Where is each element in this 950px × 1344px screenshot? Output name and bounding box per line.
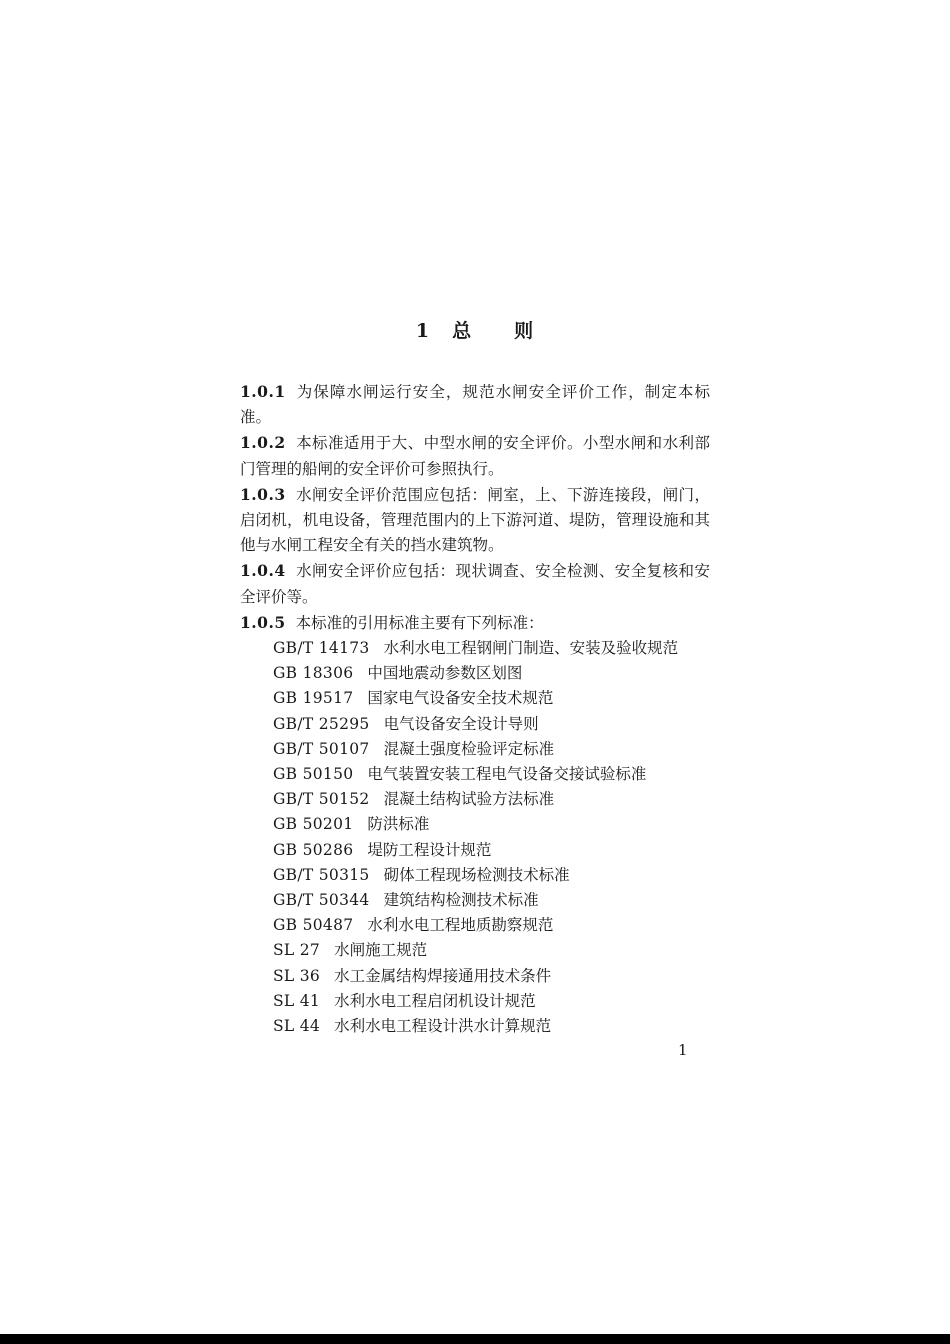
reference-title: 防洪标准 xyxy=(367,815,430,834)
reference-title: 电气装置安装工程电气设备交接试验标准 xyxy=(367,765,647,784)
clause-text: 为保障水闸运行安全，规范水闸安全评价工作，制定本标准。 xyxy=(240,383,710,427)
clause-1-0-5 xyxy=(240,610,710,636)
clause-text: 本标准的引用标准主要有下列标准： xyxy=(295,613,544,632)
reference-code: GB 50487 xyxy=(273,916,354,935)
reference-title: 中国地震动参数区划图 xyxy=(367,664,523,683)
reference-code: GB/T 50107 xyxy=(273,739,370,758)
reference-item xyxy=(240,712,710,737)
reference-item xyxy=(240,636,710,661)
reference-title: 水利水电工程地质勘察规范 xyxy=(367,916,554,935)
clause-number: 1.0.2 xyxy=(240,433,286,453)
reference-item xyxy=(240,787,710,812)
clause-number: 1.0.3 xyxy=(240,484,286,504)
chapter-body xyxy=(240,379,710,1039)
reference-code: GB 50201 xyxy=(273,815,354,834)
page-number: 1 xyxy=(678,1041,688,1059)
reference-item xyxy=(240,938,710,963)
bottom-border xyxy=(0,1334,950,1344)
reference-item xyxy=(240,863,710,888)
clause-1-0-3 xyxy=(240,482,710,559)
clause-1-0-2 xyxy=(240,430,710,481)
reference-title: 水利水电工程钢闸门制造、安装及验收规范 xyxy=(383,639,679,658)
chapter-title-part2: 则 xyxy=(514,320,535,342)
reference-item xyxy=(240,913,710,938)
reference-item xyxy=(240,762,710,787)
clause-number: 1.0.4 xyxy=(240,561,286,581)
reference-code: SL 44 xyxy=(273,1017,321,1036)
clause-1-0-1 xyxy=(240,379,710,430)
reference-code: GB/T 50315 xyxy=(273,865,370,884)
reference-code: GB/T 25295 xyxy=(273,714,370,733)
clause-text: 水闸安全评价范围应包括：闸室，上、下游连接段，闸门，启闭机，机电设备，管理范围内的上下游河道、堤防，管理设施和其他与水闸工程安全有关的挡水建筑物。 xyxy=(240,485,710,555)
reference-code: GB 50150 xyxy=(273,765,354,784)
reference-code: GB 18306 xyxy=(273,664,354,683)
clause-number: 1.0.1 xyxy=(240,382,286,401)
reference-list xyxy=(240,636,710,1039)
reference-item xyxy=(240,737,710,762)
clause-text: 本标准适用于大、中型水闸的安全评价。小型水闸和水利部门管理的船闸的安全评价可参照执行。 xyxy=(240,434,710,478)
reference-title: 电气设备安全设计导则 xyxy=(383,714,539,733)
clause-text: 水闸安全评价应包括：现状调查、安全检测、安全复核和安全评价等。 xyxy=(240,562,710,606)
reference-code: GB/T 50152 xyxy=(273,790,370,809)
chapter-title-part1: 总 xyxy=(452,320,473,342)
reference-code: SL 36 xyxy=(273,966,321,985)
reference-title: 建筑结构检测技术标准 xyxy=(383,891,539,910)
reference-title: 水利水电工程设计洪水计算规范 xyxy=(334,1017,552,1036)
reference-code: GB/T 50344 xyxy=(273,891,370,910)
chapter-number: 1 xyxy=(415,320,431,342)
reference-item xyxy=(240,888,710,913)
reference-code: GB 50286 xyxy=(273,840,354,859)
reference-code: GB/T 14173 xyxy=(273,639,370,658)
chapter-title xyxy=(0,316,950,343)
clause-1-0-4 xyxy=(240,558,710,609)
reference-item xyxy=(240,1014,710,1039)
reference-item xyxy=(240,661,710,686)
reference-item xyxy=(240,838,710,863)
reference-title: 堤防工程设计规范 xyxy=(367,840,492,859)
reference-title: 国家电气设备安全技术规范 xyxy=(367,689,554,708)
reference-item xyxy=(240,686,710,711)
reference-item xyxy=(240,964,710,989)
reference-code: SL 27 xyxy=(273,941,321,960)
clause-number: 1.0.5 xyxy=(240,612,286,632)
reference-title: 水利水电工程启闭机设计规范 xyxy=(334,991,536,1010)
reference-code: GB 19517 xyxy=(273,689,354,708)
reference-item xyxy=(240,812,710,837)
reference-title: 混凝土结构试验方法标准 xyxy=(383,790,555,809)
reference-title: 水闸施工规范 xyxy=(334,941,428,960)
reference-title: 水工金属结构焊接通用技术条件 xyxy=(334,966,552,985)
reference-code: SL 41 xyxy=(273,991,321,1010)
reference-title: 砌体工程现场检测技术标准 xyxy=(383,865,570,884)
reference-title: 混凝土强度检验评定标准 xyxy=(383,739,555,758)
reference-item xyxy=(240,989,710,1014)
